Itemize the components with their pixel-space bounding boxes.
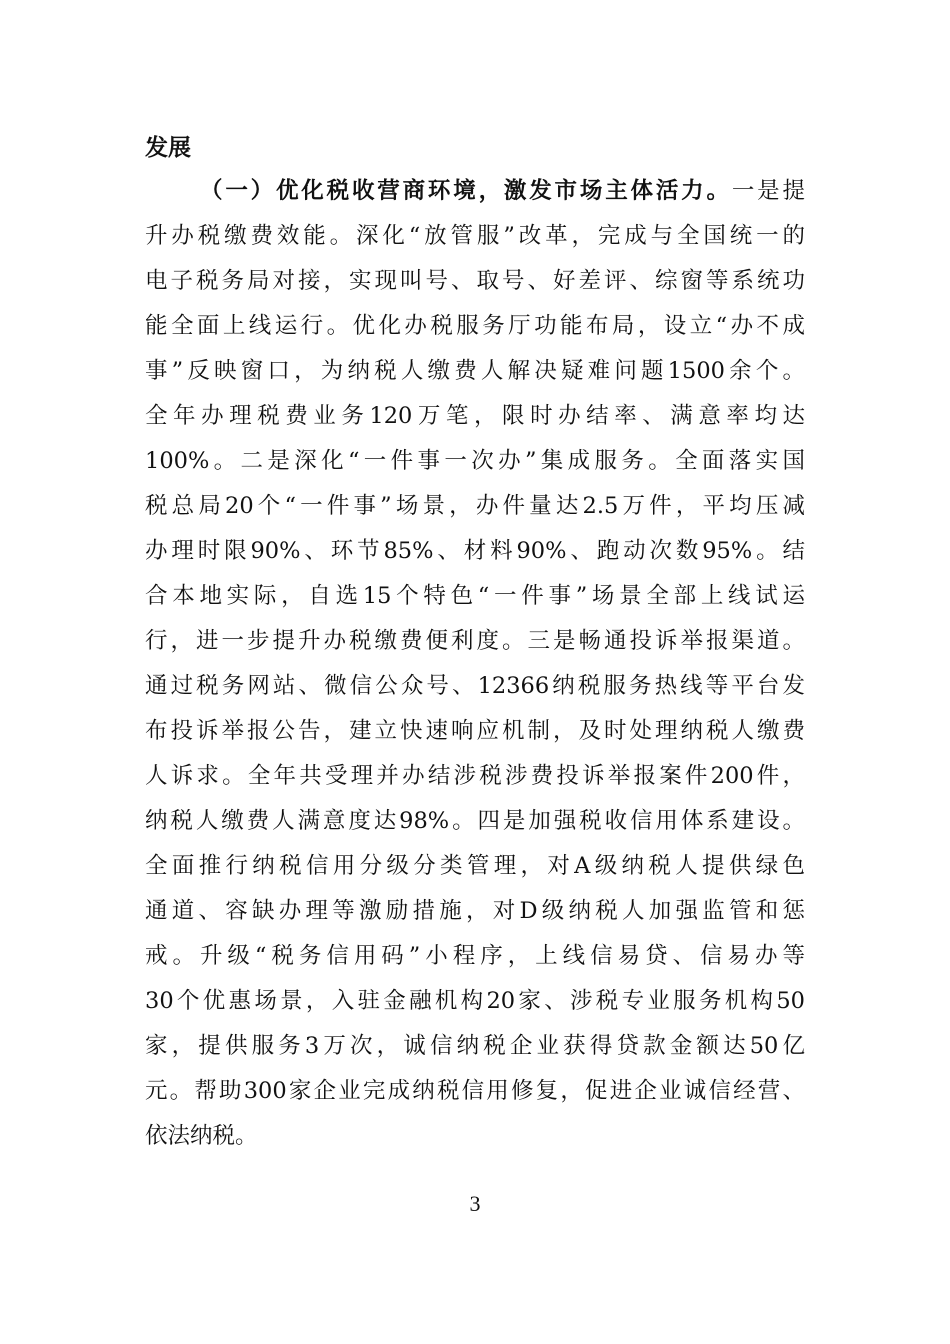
paragraph-line-20: 家，提供服务3万次，诚信纳税企业获得贷款金额达50亿 [145, 1033, 805, 1059]
paragraph-line-18: 戒。升级“税务信用码”小程序，上线信易贷、信易办等 [145, 943, 805, 969]
paragraph-line-12: 通过税务网站、微信公众号、12366纳税服务热线等平台发 [145, 673, 805, 699]
paragraph-line-6: 全年办理税费业务120万笔，限时办结率、满意率均达 [145, 403, 805, 429]
paragraph-line-11: 行，进一步提升办税缴费便利度。三是畅通投诉举报渠道。 [145, 628, 805, 654]
paragraph-line-9: 办理时限90%、环节85%、材料90%、跑动次数95%。结 [145, 538, 805, 564]
paragraph-lead: （一）优化税收营商环境，激发市场主体活力。 [200, 178, 732, 204]
section-heading: 发展 [145, 135, 191, 161]
paragraph-line-4: 能全面上线运行。优化办税服务厅功能布局，设立“办不成 [145, 313, 805, 339]
paragraph-line-text: 一是提 [731, 178, 805, 204]
paragraph-line-13: 布投诉举报公告，建立快速响应机制，及时处理纳税人缴费 [145, 718, 805, 744]
paragraph-line-21: 元。帮助300家企业完成纳税信用修复，促进企业诚信经营、 [145, 1078, 805, 1104]
paragraph-line-7: 100%。二是深化“一件事一次办”集成服务。全面落实国 [145, 448, 805, 474]
paragraph-line-3: 电子税务局对接，实现叫号、取号、好差评、综窗等系统功 [145, 268, 805, 294]
paragraph-line-10: 合本地实际，自选15个特色“一件事”场景全部上线试运 [145, 583, 805, 609]
paragraph-line-22: 依法纳税。 [145, 1123, 258, 1149]
paragraph-line-2: 升办税缴费效能。深化“放管服”改革，完成与全国统一的 [145, 223, 805, 249]
paragraph-line-19: 30个优惠场景，入驻金融机构20家、涉税专业服务机构50 [145, 988, 805, 1014]
paragraph-line-1 [200, 174, 805, 208]
paragraph-line-8: 税总局20个“一件事”场景，办件量达2.5万件，平均压减 [145, 493, 805, 519]
paragraph-line-15: 纳税人缴费人满意度达98%。四是加强税收信用体系建设。 [145, 808, 805, 834]
paragraph-line-16: 全面推行纳税信用分级分类管理，对A级纳税人提供绿色 [145, 853, 805, 879]
page-number: 3 [469, 1191, 481, 1216]
paragraph-line-14: 人诉求。全年共受理并办结涉税涉费投诉举报案件200件， [145, 763, 805, 789]
paragraph-line-17: 通道、容缺办理等激励措施，对D级纳税人加强监管和惩 [145, 898, 805, 924]
paragraph-line-5: 事”反映窗口，为纳税人缴费人解决疑难问题1500余个。 [145, 358, 805, 384]
